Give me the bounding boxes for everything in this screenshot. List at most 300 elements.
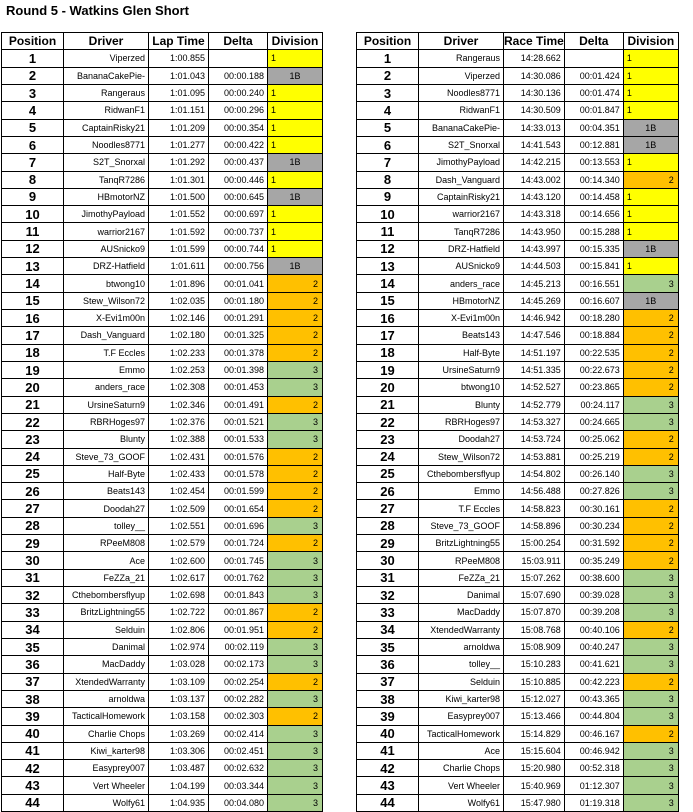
division-cell [623,777,678,794]
table-row [2,760,323,777]
table-row [357,587,679,604]
division-cell [623,621,678,638]
position-cell: 34 [2,621,64,638]
position-cell: 20 [2,379,64,396]
driver-cell: Easyprey007 [64,760,149,777]
position-cell: 30 [357,552,419,569]
table-row [2,223,323,240]
driver-cell: Rangeraus [64,84,149,101]
time-cell: 1:01.896 [149,275,209,292]
position-cell: 27 [2,500,64,517]
time-cell: 14:43.318 [504,206,565,223]
delta-cell: 00:39.028 [564,587,623,604]
delta-cell: 00:01.745 [209,552,268,569]
division-label: 3 [668,763,674,774]
division-label: 3 [668,278,674,289]
driver-cell: Cthebombersflyup [64,587,149,604]
time-cell: 14:30.136 [504,84,565,101]
table-row [2,188,323,205]
table-row [357,379,679,396]
division-label: 3 [668,399,674,410]
position-cell: 6 [357,136,419,153]
table-row [357,569,679,586]
driver-cell: Kiwi_karter98 [419,690,504,707]
driver-cell: Doodah27 [419,431,504,448]
division-label: 1 [271,122,277,133]
division-label: 3 [312,780,318,791]
division-label: 3 [668,607,674,618]
table-row [2,361,323,378]
driver-cell: warrior2167 [419,206,504,223]
division-cell [623,413,678,430]
division-label: 3 [668,572,674,583]
division-cell [268,517,323,534]
delta-cell: 00:14.340 [564,171,623,188]
table-header-row [2,33,323,50]
division-cell [268,587,323,604]
time-cell: 1:01.599 [149,240,209,257]
division-cell [268,188,323,205]
table-row [357,154,679,171]
time-cell: 1:01.552 [149,206,209,223]
table-row [357,448,679,465]
table-row [2,431,323,448]
driver-cell: TanqR7286 [419,223,504,240]
division-label: 1 [271,174,277,185]
delta-cell: 00:01.847 [564,102,623,119]
delta-cell: 00:31.592 [564,535,623,552]
time-cell: 14:58.896 [504,517,565,534]
division-cell [623,258,678,275]
division-label: 2 [312,624,318,635]
delta-cell: 00:25.062 [564,431,623,448]
table-row [2,206,323,223]
division-cell [623,171,678,188]
driver-cell: Doodah27 [64,500,149,517]
division-label: 3 [668,417,674,428]
table-row [357,725,679,742]
position-cell: 10 [2,206,64,223]
time-cell: 1:02.433 [149,465,209,482]
delta-cell: 00:15.288 [564,223,623,240]
time-cell: 14:44.503 [504,258,565,275]
division-label: 3 [668,659,674,670]
table-row [2,742,323,759]
division-label: 3 [668,486,674,497]
delta-cell: 00:00.697 [209,206,268,223]
delta-cell: 00:01.378 [209,344,268,361]
position-cell: 33 [357,604,419,621]
table-row [2,154,323,171]
driver-cell: RidwanF1 [64,102,149,119]
division-cell [268,413,323,430]
time-cell: 14:51.335 [504,361,565,378]
driver-cell: Half-Byte [419,344,504,361]
position-cell: 19 [2,361,64,378]
delta-cell: 00:01.453 [209,379,268,396]
position-cell: 36 [357,656,419,673]
table-row [2,587,323,604]
time-cell: 1:02.454 [149,483,209,500]
driver-cell: JimothyPayload [419,154,504,171]
position-cell: 13 [2,258,64,275]
division-label: 1 [626,209,632,220]
driver-cell: DRZ-Hatfield [419,240,504,257]
division-label: 3 [668,468,674,479]
division-cell [623,483,678,500]
table-row [2,777,323,794]
time-cell: 15:07.262 [504,569,565,586]
time-cell: 1:02.308 [149,379,209,396]
driver-cell: TacticalHomework [64,708,149,725]
division-cell [268,119,323,136]
delta-cell: 01:19.318 [564,794,623,811]
time-cell: 14:47.546 [504,327,565,344]
delta-cell: 00:43.365 [564,690,623,707]
division-cell [268,396,323,413]
delta-cell: 00:44.804 [564,708,623,725]
division-cell [623,448,678,465]
delta-cell: 00:01.576 [209,448,268,465]
delta-cell: 00:01.424 [564,67,623,84]
division-cell [623,275,678,292]
delta-cell: 00:16.607 [564,292,623,309]
division-cell [623,206,678,223]
driver-cell: CaptainRisky21 [419,188,504,205]
table-row [357,396,679,413]
position-cell: 1 [2,50,64,67]
time-cell: 1:01.095 [149,84,209,101]
division-cell [268,206,323,223]
driver-cell: Steve_73_GOOF [64,448,149,465]
delta-cell: 00:02.173 [209,656,268,673]
division-cell [623,708,678,725]
delta-cell: 00:00.645 [209,188,268,205]
time-cell: 1:02.722 [149,604,209,621]
time-cell: 14:43.997 [504,240,565,257]
delta-cell: 00:22.535 [564,344,623,361]
position-cell: 26 [2,483,64,500]
table-row [2,344,323,361]
driver-cell: MacDaddy [419,604,504,621]
division-label: 3 [668,590,674,601]
header-race-time: Race Time [504,34,564,49]
division-label: 1 [626,261,632,272]
time-cell: 1:02.376 [149,413,209,430]
delta-cell: 00:12.881 [564,136,623,153]
table-row [2,621,323,638]
division-label: 3 [312,555,318,566]
driver-cell: BananaCakePie- [419,119,504,136]
delta-cell: 00:02.119 [209,638,268,655]
delta-cell: 00:22.673 [564,361,623,378]
division-cell [623,465,678,482]
delta-cell: 00:24.117 [564,396,623,413]
division-cell [623,760,678,777]
driver-cell: btwong10 [64,275,149,292]
division-cell [623,119,678,136]
division-label: 3 [312,434,318,445]
delta-cell: 01:12.307 [564,777,623,794]
driver-cell: arnoldwa [419,638,504,655]
table-row [2,396,323,413]
driver-cell: Noodles8771 [419,84,504,101]
division-label: 3 [668,642,674,653]
time-cell: 1:03.109 [149,673,209,690]
division-label: 1B [289,261,301,272]
position-cell: 25 [357,465,419,482]
division-label: 2 [668,434,674,445]
position-cell: 28 [357,517,419,534]
time-cell: 1:03.028 [149,656,209,673]
division-label: 3 [312,382,318,393]
delta-cell: 00:52.318 [564,760,623,777]
division-label: 2 [312,295,318,306]
driver-cell: Stew_Wilson72 [64,292,149,309]
driver-cell: Dash_Vanguard [419,171,504,188]
division-label: 2 [312,399,318,410]
position-cell: 8 [357,171,419,188]
division-label: 3 [312,520,318,531]
table-row [357,188,679,205]
driver-cell: Blunty [64,431,149,448]
delta-cell: 00:04.351 [564,119,623,136]
table-row [2,275,323,292]
division-label: 2 [312,468,318,479]
division-cell [268,535,323,552]
driver-cell: Stew_Wilson72 [419,448,504,465]
division-cell [623,361,678,378]
division-label: 1 [271,243,277,254]
position-cell: 39 [2,708,64,725]
position-cell: 22 [357,413,419,430]
division-label: 2 [668,174,674,185]
division-label: 3 [312,694,318,705]
delta-cell: 00:01.474 [564,84,623,101]
delta-cell: 00:24.665 [564,413,623,430]
time-cell: 14:43.002 [504,171,565,188]
division-cell [623,794,678,811]
time-cell: 1:01.301 [149,171,209,188]
time-cell: 14:52.779 [504,396,565,413]
division-cell [623,587,678,604]
position-cell: 3 [357,84,419,101]
division-label: 1 [271,88,277,99]
driver-cell: AUSnicko9 [64,240,149,257]
delta-cell: 00:01.696 [209,517,268,534]
division-label: 2 [312,711,318,722]
table-row [357,673,679,690]
division-cell [623,188,678,205]
driver-cell: warrior2167 [64,223,149,240]
division-label: 3 [312,365,318,376]
header-delta: Delta [564,33,623,50]
delta-cell: 00:42.223 [564,673,623,690]
division-cell [268,760,323,777]
position-cell: 28 [2,517,64,534]
delta-cell: 00:01.867 [209,604,268,621]
delta-cell: 00:00.446 [209,171,268,188]
time-cell: 1:01.151 [149,102,209,119]
delta-cell: 00:01.325 [209,327,268,344]
division-label: 2 [668,347,674,358]
division-label: 2 [312,503,318,514]
delta-cell: 00:27.826 [564,483,623,500]
time-cell: 1:03.137 [149,690,209,707]
position-cell: 42 [2,760,64,777]
delta-cell: 00:02.254 [209,673,268,690]
position-cell: 34 [357,621,419,638]
division-cell [623,431,678,448]
position-cell: 14 [2,275,64,292]
position-cell: 24 [2,448,64,465]
delta-cell: 00:01.398 [209,361,268,378]
division-cell [268,344,323,361]
driver-cell: Wolfy61 [64,794,149,811]
driver-cell: Easyprey007 [419,708,504,725]
division-cell [623,344,678,361]
position-cell: 6 [2,136,64,153]
position-cell: 15 [2,292,64,309]
driver-cell: TacticalHomework [419,725,504,742]
header-position: Position [2,33,64,50]
driver-cell: FeZZa_21 [419,569,504,586]
division-label: 3 [668,780,674,791]
delta-cell: 00:23.865 [564,379,623,396]
driver-cell: Charlie Chops [419,760,504,777]
delta-cell: 00:01.291 [209,310,268,327]
division-label: 1 [271,209,277,220]
position-cell: 21 [357,396,419,413]
position-cell: 40 [357,725,419,742]
header-driver: Driver [419,33,504,50]
position-cell: 36 [2,656,64,673]
table-row [357,552,679,569]
position-cell: 4 [357,102,419,119]
delta-cell: 00:00.188 [209,67,268,84]
table-row [357,794,679,811]
division-label: 1 [626,191,632,202]
table-row [357,742,679,759]
time-cell: 1:02.388 [149,431,209,448]
header-division: Division [623,33,678,50]
division-label: 2 [668,538,674,549]
position-cell: 1 [357,50,419,67]
time-cell: 15:08.768 [504,621,565,638]
position-cell: 9 [357,188,419,205]
division-label: 3 [312,590,318,601]
division-label: 1B [645,295,657,306]
delta-cell [209,50,268,67]
delta-cell: 00:46.167 [564,725,623,742]
division-cell [268,794,323,811]
division-cell [623,656,678,673]
division-label: 1 [271,226,277,237]
header-lap-time: Lap Time [149,33,209,50]
division-label: 2 [312,486,318,497]
driver-cell: DRZ-Hatfield [64,258,149,275]
table-row [357,206,679,223]
driver-cell: Dash_Vanguard [64,327,149,344]
driver-cell: S2T_Snorxal [419,136,504,153]
division-cell [623,292,678,309]
time-cell: 1:01.292 [149,154,209,171]
position-cell: 25 [2,465,64,482]
delta-cell: 00:02.414 [209,725,268,742]
table-row [357,500,679,517]
division-label: 1 [271,105,277,116]
driver-cell: Noodles8771 [64,136,149,153]
time-cell: 1:02.974 [149,638,209,655]
time-cell: 14:53.724 [504,431,565,448]
delta-cell: 00:00.737 [209,223,268,240]
driver-cell: T.F Eccles [419,500,504,517]
position-cell: 17 [357,327,419,344]
division-cell [623,154,678,171]
division-cell [623,569,678,586]
position-cell: 4 [2,102,64,119]
division-cell [268,275,323,292]
division-label: 2 [668,503,674,514]
driver-cell: MacDaddy [64,656,149,673]
time-cell: 15:10.283 [504,656,565,673]
division-label: 2 [668,451,674,462]
driver-cell: Cthebombersflyup [419,465,504,482]
time-cell: 14:54.802 [504,465,565,482]
delta-cell: 00:01.762 [209,569,268,586]
time-cell: 15:12.027 [504,690,565,707]
position-cell: 37 [357,673,419,690]
delta-cell: 00:40.247 [564,638,623,655]
time-cell: 14:46.942 [504,310,565,327]
time-cell: 15:03.911 [504,552,565,569]
division-label: 1 [626,53,632,64]
division-label: 1B [645,140,657,151]
time-cell: 1:01.500 [149,188,209,205]
table-row [2,310,323,327]
division-label: 1 [271,140,277,151]
delta-cell: 00:00.422 [209,136,268,153]
table-row [357,621,679,638]
header-driver: Driver [64,33,149,50]
table-row [2,84,323,101]
delta-cell: 00:01.654 [209,500,268,517]
division-label: 1B [289,157,301,168]
time-cell: 1:03.487 [149,760,209,777]
delta-cell: 00:00.296 [209,102,268,119]
driver-cell: HBmotorNZ [419,292,504,309]
position-cell: 32 [2,587,64,604]
position-cell: 42 [357,760,419,777]
delta-cell: 00:25.219 [564,448,623,465]
time-cell: 14:51.197 [504,344,565,361]
delta-cell: 00:18.884 [564,327,623,344]
table-row [357,708,679,725]
delta-cell: 00:02.632 [209,760,268,777]
delta-cell: 00:01.533 [209,431,268,448]
division-cell [623,379,678,396]
driver-cell: arnoldwa [64,690,149,707]
time-cell: 15:15.604 [504,742,565,759]
time-cell: 1:02.579 [149,535,209,552]
division-cell [623,638,678,655]
position-cell: 12 [2,240,64,257]
division-label: 2 [312,538,318,549]
division-cell [268,379,323,396]
division-cell [623,500,678,517]
time-cell: 15:47.980 [504,794,565,811]
time-cell: 1:02.146 [149,310,209,327]
